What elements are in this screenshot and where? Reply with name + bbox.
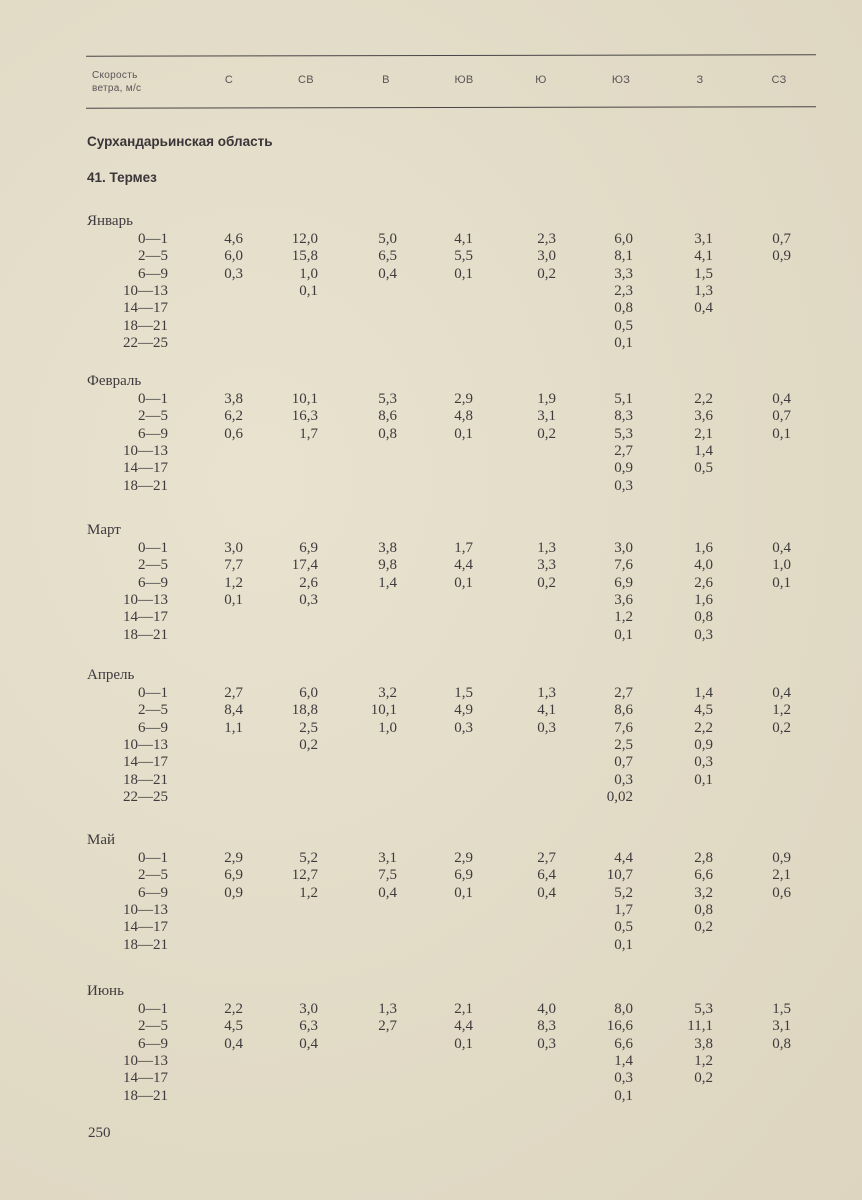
- table-row: [0, 937, 862, 954]
- table-row: [0, 754, 862, 771]
- speed-range: 6—9: [138, 1035, 168, 1052]
- table-row: [0, 575, 862, 592]
- frequency-cell-s: 0,4: [537, 884, 556, 901]
- month-name: Май: [87, 832, 116, 848]
- frequency-cell-n: 0,6: [224, 425, 243, 442]
- speed-range: 6—9: [138, 884, 168, 901]
- frequency-cell-sw: 0,1: [614, 334, 633, 351]
- frequency-cell-w: 4,1: [694, 248, 713, 265]
- direction-header-sw: ЮЗ: [611, 74, 631, 86]
- frequency-cell-e: 2,7: [378, 1018, 397, 1035]
- frequency-cell-sw: 3,6: [614, 591, 633, 608]
- frequency-cell-w: 1,4: [694, 685, 713, 701]
- table-row: [0, 1053, 862, 1070]
- frequency-cell-ne: 6,9: [299, 540, 318, 556]
- speed-range: 14—17: [123, 609, 168, 626]
- table-row: [0, 335, 862, 352]
- frequency-cell-sw: 10,7: [606, 867, 633, 884]
- frequency-cell-n: 3,0: [224, 540, 243, 556]
- frequency-cell-n: 6,9: [224, 867, 243, 884]
- table-row: [0, 720, 862, 737]
- table-row: [0, 609, 862, 626]
- frequency-cell-w: 2,6: [694, 574, 713, 591]
- frequency-cell-n: 0,3: [224, 265, 243, 282]
- frequency-cell-se: 2,9: [454, 391, 473, 407]
- frequency-cell-nw: 0,7: [772, 408, 791, 425]
- frequency-cell-nw: 0,7: [772, 231, 791, 247]
- frequency-cell-sw: 0,5: [614, 919, 633, 936]
- speed-range: 22—25: [123, 334, 168, 351]
- frequency-cell-e: 3,8: [378, 540, 397, 556]
- table-row: [0, 1036, 862, 1053]
- frequency-cell-w: 1,4: [694, 442, 713, 459]
- frequency-cell-ne: 0,3: [299, 591, 318, 608]
- table-row: [0, 248, 862, 265]
- frequency-cell-w: 3,8: [694, 1035, 713, 1052]
- frequency-cell-sw: 6,9: [614, 574, 633, 591]
- frequency-cell-w: 0,8: [694, 609, 713, 626]
- speed-label-line2: ветра, м/с: [92, 83, 142, 94]
- speed-range: 2—5: [138, 1018, 168, 1035]
- frequency-cell-sw: 7,6: [614, 557, 633, 574]
- frequency-cell-s: 4,0: [537, 1001, 556, 1017]
- frequency-cell-s: 3,3: [537, 557, 556, 574]
- speed-range: 0—1: [138, 1001, 168, 1017]
- frequency-cell-nw: 0,6: [772, 884, 791, 901]
- frequency-cell-n: 0,4: [224, 1035, 243, 1052]
- frequency-cell-sw: 5,1: [614, 391, 633, 407]
- table-row: [0, 443, 862, 460]
- table-row: [0, 1070, 862, 1087]
- frequency-cell-se: 0,1: [454, 574, 473, 591]
- frequency-cell-ne: 16,3: [291, 408, 318, 425]
- frequency-cell-sw: 2,5: [614, 736, 633, 753]
- frequency-cell-sw: 0,02: [606, 788, 633, 805]
- table-row: [0, 557, 862, 574]
- frequency-cell-se: 4,4: [454, 557, 473, 574]
- speed-range: 0—1: [138, 850, 168, 866]
- frequency-cell-w: 0,1: [694, 771, 713, 788]
- frequency-cell-w: 1,6: [694, 540, 713, 556]
- table-row: [0, 772, 862, 789]
- frequency-cell-ne: 2,5: [299, 719, 318, 736]
- month-name: Март: [87, 522, 121, 538]
- page-number: 250: [88, 1125, 111, 1141]
- frequency-cell-n: 2,9: [224, 850, 243, 866]
- speed-range: 6—9: [138, 265, 168, 282]
- frequency-cell-sw: 5,3: [614, 425, 633, 442]
- frequency-cell-ne: 3,0: [299, 1001, 318, 1017]
- frequency-cell-ne: 18,8: [291, 702, 318, 719]
- frequency-cell-ne: 1,0: [299, 265, 318, 282]
- frequency-cell-nw: 2,1: [772, 867, 791, 884]
- frequency-cell-w: 4,0: [694, 557, 713, 574]
- month-name: Апрель: [87, 667, 135, 683]
- frequency-cell-ne: 5,2: [299, 850, 318, 866]
- frequency-cell-s: 4,1: [537, 702, 556, 719]
- frequency-cell-nw: 0,2: [772, 719, 791, 736]
- frequency-cell-w: 2,2: [694, 391, 713, 407]
- frequency-cell-e: 9,8: [378, 557, 397, 574]
- frequency-cell-ne: 0,1: [299, 282, 318, 299]
- frequency-cell-se: 1,7: [454, 540, 473, 556]
- frequency-cell-nw: 0,9: [772, 850, 791, 866]
- frequency-cell-ne: 12,7: [291, 867, 318, 884]
- frequency-cell-s: 1,3: [537, 540, 556, 556]
- speed-range: 18—21: [123, 626, 168, 643]
- frequency-cell-n: 4,5: [224, 1018, 243, 1035]
- frequency-cell-s: 0,2: [537, 425, 556, 442]
- speed-range: 2—5: [138, 702, 168, 719]
- speed-range: 14—17: [123, 919, 168, 936]
- frequency-cell-sw: 7,6: [614, 719, 633, 736]
- frequency-cell-w: 0,9: [694, 736, 713, 753]
- frequency-cell-s: 0,3: [537, 719, 556, 736]
- speed-range: 2—5: [138, 867, 168, 884]
- frequency-cell-se: 5,5: [454, 248, 473, 265]
- frequency-cell-w: 5,3: [694, 1001, 713, 1017]
- table-row: [0, 737, 862, 754]
- frequency-cell-nw: 3,1: [772, 1018, 791, 1035]
- frequency-cell-nw: 0,1: [772, 574, 791, 591]
- wind-speed-column-header: [92, 69, 141, 95]
- frequency-cell-s: 3,0: [537, 248, 556, 265]
- frequency-cell-se: 0,1: [454, 425, 473, 442]
- frequency-cell-s: 3,1: [537, 408, 556, 425]
- speed-range: 10—13: [123, 282, 168, 299]
- frequency-cell-sw: 1,2: [614, 609, 633, 626]
- frequency-cell-e: 0,4: [378, 265, 397, 282]
- frequency-cell-se: 4,1: [454, 231, 473, 247]
- direction-header-ne: СВ: [298, 74, 314, 86]
- frequency-cell-e: 3,2: [378, 685, 397, 701]
- table-row: [0, 702, 862, 719]
- frequency-cell-sw: 8,6: [614, 702, 633, 719]
- frequency-cell-sw: 1,4: [614, 1052, 633, 1069]
- frequency-cell-ne: 17,4: [291, 557, 318, 574]
- frequency-cell-n: 3,8: [224, 391, 243, 407]
- speed-range: 14—17: [123, 1070, 168, 1087]
- direction-header-e: В: [382, 74, 390, 86]
- frequency-cell-w: 6,6: [694, 867, 713, 884]
- frequency-cell-e: 0,4: [378, 884, 397, 901]
- frequency-cell-ne: 0,2: [299, 736, 318, 753]
- frequency-cell-nw: 0,1: [772, 425, 791, 442]
- table-row: [0, 867, 862, 884]
- frequency-cell-sw: 0,3: [614, 1070, 633, 1087]
- speed-range: 6—9: [138, 425, 168, 442]
- frequency-cell-n: 8,4: [224, 702, 243, 719]
- frequency-cell-ne: 1,7: [299, 425, 318, 442]
- speed-range: 22—25: [123, 788, 168, 805]
- frequency-cell-n: 6,0: [224, 248, 243, 265]
- table-row: [0, 391, 862, 408]
- frequency-cell-w: 0,4: [694, 300, 713, 317]
- frequency-cell-nw: 0,9: [772, 248, 791, 265]
- frequency-cell-w: 0,2: [694, 1070, 713, 1087]
- frequency-cell-s: 6,4: [537, 867, 556, 884]
- table-row: [0, 885, 862, 902]
- frequency-cell-sw: 0,9: [614, 460, 633, 477]
- frequency-cell-se: 0,1: [454, 1035, 473, 1052]
- speed-range: 2—5: [138, 557, 168, 574]
- speed-range: 10—13: [123, 1052, 168, 1069]
- frequency-cell-sw: 0,5: [614, 317, 633, 334]
- region-heading: Сурхандарьинская область: [87, 134, 273, 149]
- direction-header-w: З: [696, 74, 704, 86]
- frequency-cell-sw: 5,2: [614, 884, 633, 901]
- speed-range: 0—1: [138, 231, 168, 247]
- frequency-cell-sw: 2,7: [614, 685, 633, 701]
- frequency-cell-n: 7,7: [224, 557, 243, 574]
- frequency-cell-e: 1,3: [378, 1001, 397, 1017]
- frequency-cell-w: 3,1: [694, 231, 713, 247]
- frequency-cell-nw: 0,4: [772, 540, 791, 556]
- frequency-cell-e: 6,5: [378, 248, 397, 265]
- frequency-cell-sw: 3,3: [614, 265, 633, 282]
- frequency-cell-s: 1,3: [537, 685, 556, 701]
- speed-range: 6—9: [138, 719, 168, 736]
- table-row: [0, 592, 862, 609]
- direction-header-se: ЮВ: [454, 74, 474, 86]
- frequency-cell-w: 2,8: [694, 850, 713, 866]
- frequency-cell-se: 4,4: [454, 1018, 473, 1035]
- table-row: [0, 426, 862, 443]
- frequency-cell-sw: 3,0: [614, 540, 633, 556]
- table-row: [0, 408, 862, 425]
- direction-header-nw: СЗ: [771, 74, 787, 86]
- table-row: [0, 627, 862, 644]
- frequency-cell-s: 2,7: [537, 850, 556, 866]
- frequency-cell-w: 0,3: [694, 754, 713, 771]
- table-row: [0, 300, 862, 317]
- frequency-cell-sw: 8,3: [614, 408, 633, 425]
- table-row: [0, 1088, 862, 1105]
- frequency-cell-se: 4,8: [454, 408, 473, 425]
- frequency-cell-ne: 1,2: [299, 884, 318, 901]
- frequency-cell-e: 1,4: [378, 574, 397, 591]
- table-row: [0, 919, 862, 936]
- month-name: Январь: [87, 213, 133, 229]
- speed-range: 2—5: [138, 248, 168, 265]
- frequency-cell-n: 6,2: [224, 408, 243, 425]
- speed-range: 10—13: [123, 901, 168, 918]
- speed-label-line1: Скорость: [92, 70, 138, 81]
- table-row: [0, 283, 862, 300]
- frequency-cell-e: 5,0: [378, 231, 397, 247]
- frequency-cell-se: 1,5: [454, 685, 473, 701]
- frequency-cell-sw: 0,1: [614, 1087, 633, 1104]
- frequency-cell-ne: 6,0: [299, 685, 318, 701]
- frequency-cell-s: 8,3: [537, 1018, 556, 1035]
- station-heading: 41. Термез: [87, 170, 157, 185]
- table-row: [0, 478, 862, 495]
- speed-range: 6—9: [138, 574, 168, 591]
- frequency-cell-ne: 2,6: [299, 574, 318, 591]
- header-top-rule: [86, 54, 816, 57]
- frequency-cell-se: 4,9: [454, 702, 473, 719]
- frequency-cell-sw: 0,8: [614, 300, 633, 317]
- frequency-cell-w: 1,3: [694, 282, 713, 299]
- frequency-cell-s: 1,9: [537, 391, 556, 407]
- frequency-cell-ne: 10,1: [291, 391, 318, 407]
- speed-range: 0—1: [138, 685, 168, 701]
- table-row: [0, 685, 862, 702]
- frequency-cell-nw: 1,5: [772, 1001, 791, 1017]
- header-bottom-rule: [86, 106, 816, 109]
- frequency-cell-s: 0,2: [537, 574, 556, 591]
- table-row: [0, 318, 862, 335]
- speed-range: 18—21: [123, 477, 168, 494]
- frequency-cell-sw: 0,1: [614, 626, 633, 643]
- table-row: [0, 266, 862, 283]
- frequency-cell-w: 0,8: [694, 901, 713, 918]
- frequency-cell-se: 0,1: [454, 884, 473, 901]
- speed-range: 2—5: [138, 408, 168, 425]
- direction-header-n: С: [224, 74, 234, 86]
- frequency-cell-ne: 6,3: [299, 1018, 318, 1035]
- frequency-cell-se: 0,1: [454, 265, 473, 282]
- frequency-cell-ne: 12,0: [291, 231, 318, 247]
- frequency-cell-n: 4,6: [224, 231, 243, 247]
- frequency-cell-w: 3,2: [694, 884, 713, 901]
- table-row: [0, 231, 862, 248]
- speed-range: 18—21: [123, 1087, 168, 1104]
- frequency-cell-w: 2,1: [694, 425, 713, 442]
- frequency-cell-nw: 1,2: [772, 702, 791, 719]
- frequency-cell-n: 0,1: [224, 591, 243, 608]
- frequency-cell-sw: 8,0: [614, 1001, 633, 1017]
- speed-range: 14—17: [123, 754, 168, 771]
- speed-range: 0—1: [138, 391, 168, 407]
- frequency-cell-n: 2,7: [224, 685, 243, 701]
- table-row: [0, 540, 862, 557]
- frequency-cell-e: 3,1: [378, 850, 397, 866]
- speed-range: 14—17: [123, 460, 168, 477]
- frequency-cell-s: 0,2: [537, 265, 556, 282]
- frequency-cell-w: 1,2: [694, 1052, 713, 1069]
- frequency-cell-s: 2,3: [537, 231, 556, 247]
- speed-range: 18—21: [123, 317, 168, 334]
- frequency-cell-sw: 16,6: [606, 1018, 633, 1035]
- frequency-cell-e: 1,0: [378, 719, 397, 736]
- frequency-cell-nw: 1,0: [772, 557, 791, 574]
- frequency-cell-w: 1,6: [694, 591, 713, 608]
- frequency-cell-e: 8,6: [378, 408, 397, 425]
- table-row: [0, 1001, 862, 1018]
- frequency-cell-w: 4,5: [694, 702, 713, 719]
- frequency-cell-w: 1,5: [694, 265, 713, 282]
- frequency-cell-sw: 0,7: [614, 754, 633, 771]
- speed-range: 18—21: [123, 771, 168, 788]
- speed-range: 18—21: [123, 936, 168, 953]
- frequency-cell-w: 0,2: [694, 919, 713, 936]
- frequency-cell-sw: 6,0: [614, 231, 633, 247]
- frequency-cell-e: 10,1: [370, 702, 397, 719]
- frequency-cell-w: 3,6: [694, 408, 713, 425]
- month-name: Июнь: [87, 983, 124, 999]
- table-row: [0, 789, 862, 806]
- frequency-cell-e: 7,5: [378, 867, 397, 884]
- speed-range: 0—1: [138, 540, 168, 556]
- frequency-cell-n: 2,2: [224, 1001, 243, 1017]
- frequency-cell-s: 0,3: [537, 1035, 556, 1052]
- frequency-cell-se: 0,3: [454, 719, 473, 736]
- frequency-cell-w: 0,5: [694, 460, 713, 477]
- month-name: Февраль: [87, 373, 142, 389]
- table-row: [0, 902, 862, 919]
- frequency-cell-n: 0,9: [224, 884, 243, 901]
- frequency-cell-sw: 0,3: [614, 477, 633, 494]
- frequency-cell-nw: 0,4: [772, 391, 791, 407]
- frequency-cell-e: 0,8: [378, 425, 397, 442]
- frequency-cell-ne: 15,8: [291, 248, 318, 265]
- frequency-cell-w: 0,3: [694, 626, 713, 643]
- frequency-cell-sw: 2,7: [614, 442, 633, 459]
- frequency-cell-sw: 1,7: [614, 901, 633, 918]
- frequency-cell-sw: 6,6: [614, 1035, 633, 1052]
- table-row: [0, 1018, 862, 1035]
- frequency-cell-sw: 0,3: [614, 771, 633, 788]
- frequency-cell-n: 1,2: [224, 574, 243, 591]
- speed-range: 10—13: [123, 591, 168, 608]
- table-row: [0, 850, 862, 867]
- speed-range: 10—13: [123, 442, 168, 459]
- frequency-cell-se: 2,1: [454, 1001, 473, 1017]
- direction-header-s: Ю: [535, 74, 547, 86]
- frequency-cell-w: 11,1: [687, 1018, 713, 1035]
- frequency-cell-sw: 4,4: [614, 850, 633, 866]
- frequency-cell-se: 6,9: [454, 867, 473, 884]
- frequency-cell-nw: 0,4: [772, 685, 791, 701]
- frequency-cell-w: 2,2: [694, 719, 713, 736]
- frequency-cell-sw: 8,1: [614, 248, 633, 265]
- frequency-cell-se: 2,9: [454, 850, 473, 866]
- frequency-cell-ne: 0,4: [299, 1035, 318, 1052]
- speed-range: 10—13: [123, 736, 168, 753]
- frequency-cell-e: 5,3: [378, 391, 397, 407]
- table-row: [0, 460, 862, 477]
- frequency-cell-nw: 0,8: [772, 1035, 791, 1052]
- frequency-cell-sw: 0,1: [614, 936, 633, 953]
- frequency-cell-n: 1,1: [224, 719, 243, 736]
- speed-range: 14—17: [123, 300, 168, 317]
- frequency-cell-sw: 2,3: [614, 282, 633, 299]
